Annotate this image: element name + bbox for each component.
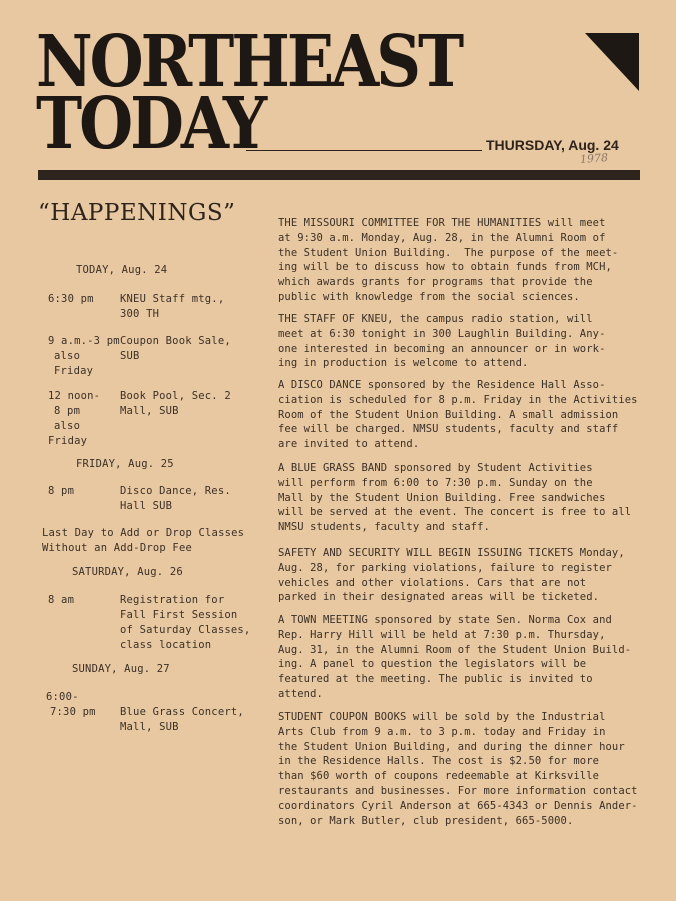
announcement-coupon-books <box>278 710 654 828</box>
text-line: Room of the Student Union Building. A small admission <box>278 408 619 421</box>
text-line: Mall by the Student Union Building. Free sandwiches <box>278 491 606 504</box>
text-line: parked in their designated areas will be ticketed. <box>278 591 600 604</box>
happenings-heading: “HAPPENINGS” <box>38 200 236 226</box>
text-line: A DISCO DANCE sponsored by the Residence Hall Asso- <box>278 379 606 391</box>
text-line: STUDENT COUPON BOOKS will be sold by the Industrial <box>278 711 606 723</box>
text-line: will perform from 6:00 to 7:30 p.m. Sunday on the <box>278 476 593 489</box>
event-time: 8 pm <box>48 485 75 497</box>
event-description: Coupon Book Sale, <box>120 335 231 347</box>
text-line: will be served at the event. The concert is free to all <box>278 506 632 519</box>
text-line: SAFETY AND SECURITY WILL BEGIN ISSUING TICKETS Monday, <box>278 547 625 559</box>
announcement-town-meeting <box>278 613 654 702</box>
corner-triangle-icon <box>585 33 639 91</box>
event-description: Registration for <box>120 594 225 606</box>
event-description: SUB <box>120 350 140 362</box>
event-description: Mall, SUB <box>120 405 179 417</box>
text-line: featured at the meeting. The public is invited to <box>278 673 593 686</box>
handwritten-year: 1978 <box>579 151 609 166</box>
add-drop-note: Without an Add-Drop Fee <box>42 542 192 554</box>
text-line: Aug. 31, in the Alumni Room of the Student Union Build- <box>278 643 632 656</box>
add-drop-note: Last Day to Add or Drop Classes <box>42 527 245 539</box>
day-heading-saturday: SATURDAY, Aug. 26 <box>72 566 183 578</box>
event-description: Book Pool, Sec. 2 <box>120 390 231 402</box>
text-line: the Student Union Building, and during the dinner hour <box>278 740 625 753</box>
event-time: 9 a.m.-3 pm <box>48 335 120 347</box>
text-line: Aug. 28, for parking violations, failure to register <box>278 561 612 574</box>
day-heading-today: TODAY, Aug. 24 <box>76 264 168 276</box>
text-line: ciation is scheduled for 8 p.m. Friday in the Activities <box>278 393 638 406</box>
text-line: are invited to attend. <box>278 438 420 451</box>
text-line: THE MISSOURI COMMITTEE FOR THE HUMANITIES will meet <box>278 217 606 229</box>
text-line: than $60 worth of coupons redeemable at Kirksville <box>278 770 600 783</box>
event-description: class location <box>120 639 212 651</box>
event-time: 6:30 pm <box>48 293 94 305</box>
issue-date: THURSDAY, Aug. 24 <box>486 137 619 153</box>
day-heading-sunday: SUNDAY, Aug. 27 <box>72 663 170 675</box>
text-line: meet at 6:30 tonight in 300 Laughlin Building. Any- <box>278 327 606 340</box>
event-time: 7:30 pm <box>50 706 96 718</box>
announcement-disco-dance <box>278 378 654 452</box>
event-time: 8 pm <box>54 405 81 417</box>
text-line: coordinators Cyril Anderson at 665-4343 or Dennis Ander- <box>278 799 638 812</box>
text-line: one interested in becoming an announcer or in work- <box>278 342 606 355</box>
text-line: A TOWN MEETING sponsored by state Sen. Norma Cox and <box>278 614 612 626</box>
text-line: ing will be to discuss how to obtain funds from MCH, <box>278 261 612 274</box>
announcement-humanities <box>278 216 654 305</box>
text-line: attend. <box>278 687 323 700</box>
event-time: Friday <box>48 435 88 447</box>
text-line: THE STAFF OF KNEU, the campus radio station, will <box>278 313 593 325</box>
event-time: 8 am <box>48 594 75 606</box>
masthead-divider <box>38 170 640 180</box>
text-line: NMSU students, faculty and staff. <box>278 521 490 534</box>
announcement-blue-grass <box>278 461 654 535</box>
text-line: which awards grants for programs that provide the <box>278 276 593 289</box>
event-description: Fall First Session <box>120 609 238 621</box>
event-time: 12 noon- <box>48 390 101 402</box>
text-line: Arts Club from 9 a.m. to 3 p.m. today and Friday in <box>278 725 606 738</box>
event-description: Hall SUB <box>120 500 173 512</box>
event-description: of Saturday Classes, <box>120 624 251 636</box>
text-line: ing in production is welcome to attend. <box>278 357 529 370</box>
event-time: also <box>54 350 81 362</box>
text-line: Rep. Harry Hill will be held at 7:30 p.m. Thursday, <box>278 628 606 641</box>
date-underline <box>246 150 482 151</box>
text-line: in the Residence Halls. The cost is $2.50 for more <box>278 755 600 768</box>
text-line: ing. A panel to question the legislators will be <box>278 658 587 671</box>
day-heading-friday: FRIDAY, Aug. 25 <box>76 458 174 470</box>
masthead-title-line-2: TODAY <box>36 81 265 166</box>
text-line: public with knowledge from the social sciences. <box>278 290 580 303</box>
announcement-kneu-staff <box>278 312 654 371</box>
text-line: son, or Mark Butler, club president, 665-5000. <box>278 814 574 827</box>
text-line: restaurants and businesses. For more information contact <box>278 784 638 797</box>
event-time: Friday <box>54 365 94 377</box>
event-description: Disco Dance, Res. <box>120 485 231 497</box>
text-line: A BLUE GRASS BAND sponsored by Student Activities <box>278 462 593 474</box>
event-description: KNEU Staff mtg., <box>120 293 225 305</box>
event-time: 6:00- <box>46 691 79 703</box>
text-line: fee will be charged. NMSU students, faculty and staff <box>278 423 619 436</box>
text-line: at 9:30 a.m. Monday, Aug. 28, in the Alumni Room of <box>278 231 606 244</box>
event-time: also <box>54 420 81 432</box>
text-line: vehicles and other violations. Cars that are not <box>278 576 587 589</box>
masthead-title-line-1: NORTHEAST <box>36 19 462 104</box>
event-description: 300 TH <box>120 308 160 320</box>
event-description: Blue Grass Concert, <box>120 706 244 718</box>
announcement-tickets <box>278 546 654 605</box>
text-line: the Student Union Building. The purpose of the meet- <box>278 246 619 259</box>
event-description: Mall, SUB <box>120 721 179 733</box>
